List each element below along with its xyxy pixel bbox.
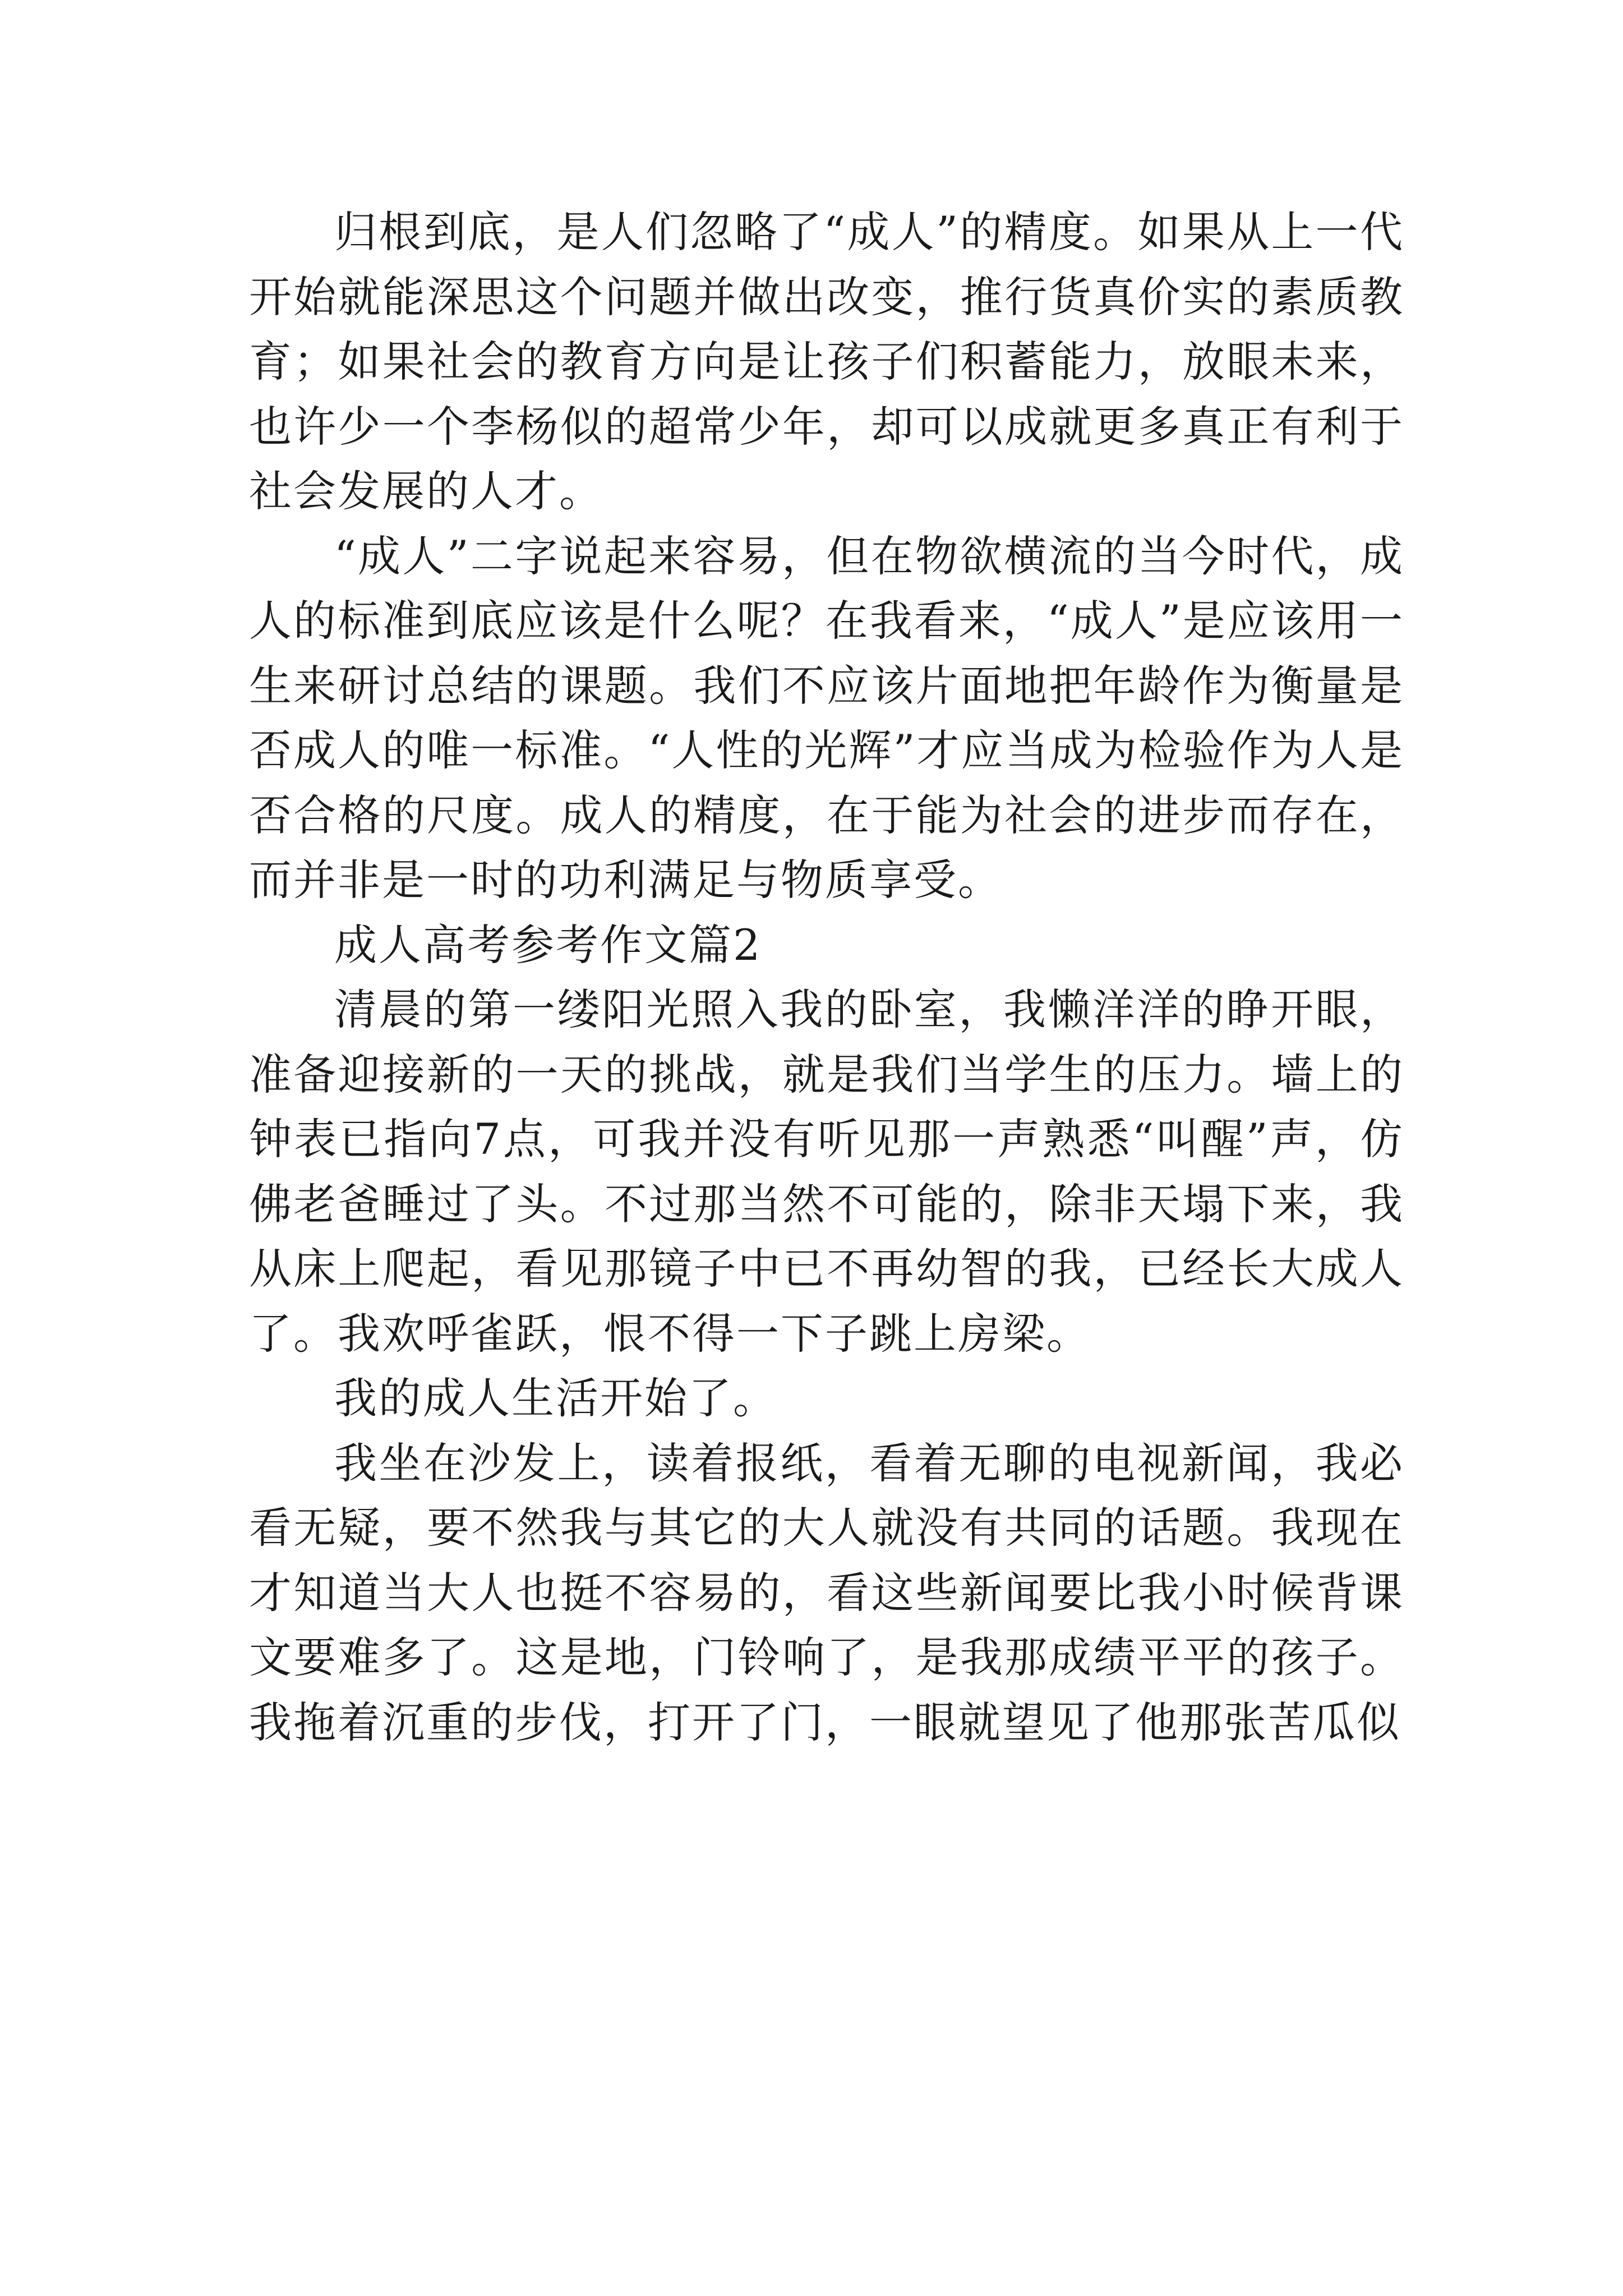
- paragraph-sofa: 我坐在沙发上，读着报纸，看着无聊的电视新闻，我必看无疑，要不然我与其它的大人就没有共同的话题。我现在才知道当大人也挺不容易的，看这些新闻要比我小时候背课文要难多了。这是地，门铃响了，是我那成绩平平的孩子。我拖着沉重的步伐，打开了门，一眼就望见了他那张苦瓜似: [249, 1438, 1404, 1747]
- paragraph-adult-life-begins: 我的成人生活开始了。: [334, 1373, 777, 1423]
- paragraph-adult-standard: “成人”二字说起来容易，但在物欲横流的当今时代，成人的标准到底应该是什么呢？在我看来，“成人”是应该用一生来研讨总结的课题。我们不应该片面地把年龄作为衡量是否成人的唯一标准。“人性的光辉”才应当成为检验作为人是否合格的尺度。成人的精度，在于能为社会的进步而存在，而并非是一时的功利满足与物质享受。: [249, 531, 1404, 905]
- paragraph-conclusion: 归根到底，是人们忽略了“成人”的精度。如果从上一代开始就能深思这个问题并做出改变，推行货真价实的素质教育；如果社会的教育方向是让孩子们积蓄能力，放眼未来，也许少一个李杨似的超常少年，却可以成就更多真正有利于社会发展的人才。: [249, 207, 1404, 516]
- essay-heading: 成人高考参考作文篇2: [334, 919, 762, 970]
- body-text: [249, 200, 1404, 1755]
- paragraph-morning: 清晨的第一缕阳光照入我的卧室，我懒洋洋的睁开眼，准备迎接新的一天的挑战，就是我们当学生的压力。墙上的钟表已指向7点，可我并没有听见那一声熟悉“叫醒”声，仿佛老爸睡过了头。不过那当然不可能的，除非天塌下来，我从床上爬起，看见那镜子中已不再幼智的我，已经长大成人了。我欢呼雀跃，恨不得一下子跳上房梁。: [249, 984, 1404, 1359]
